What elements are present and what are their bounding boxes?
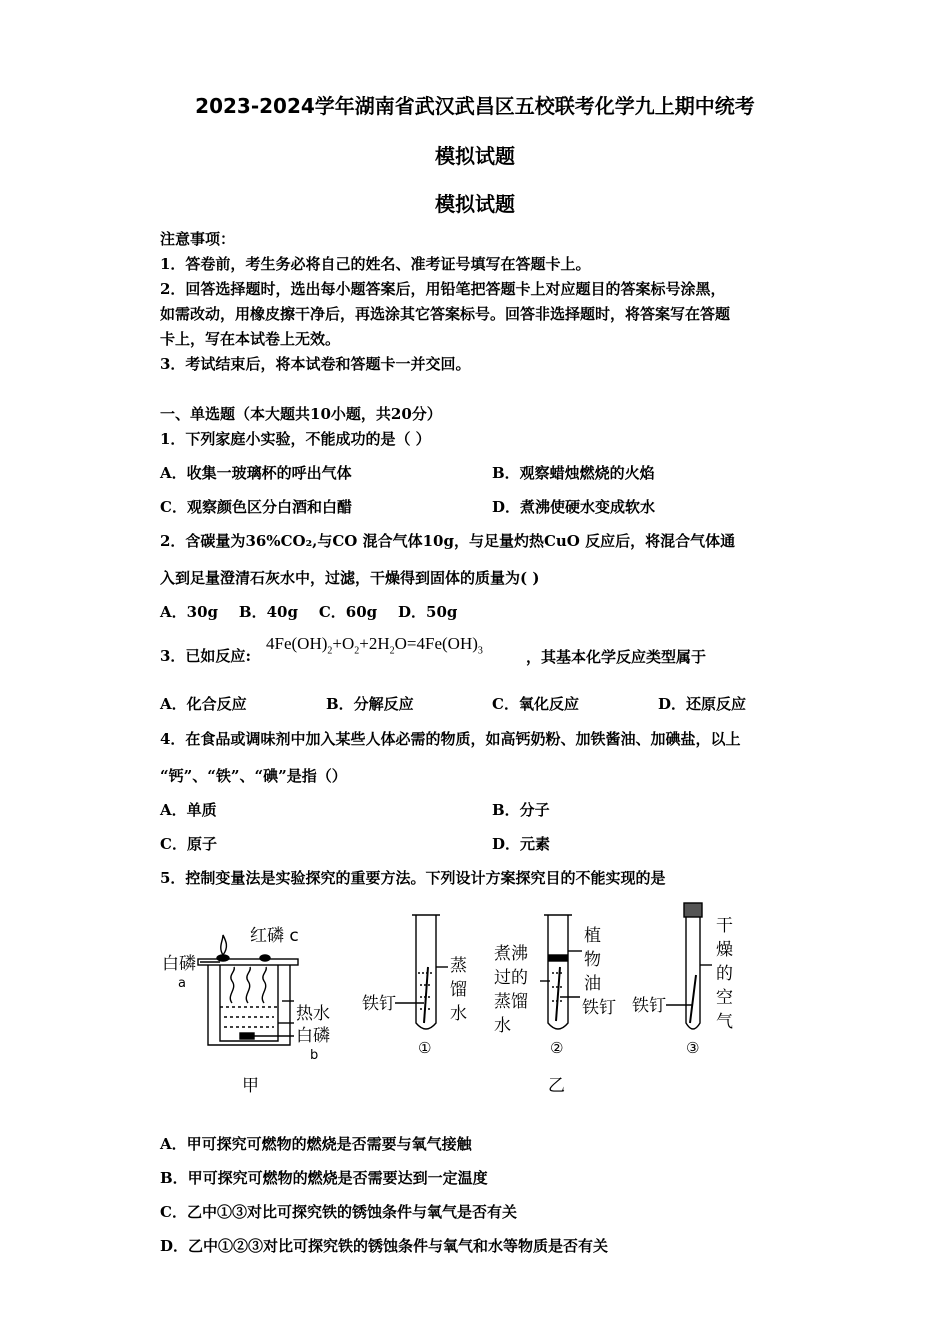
test-tube-3 — [666, 903, 712, 1029]
label-t1-3: 水 — [450, 1004, 467, 1024]
q3-tail: ，其基本化学反应类型属于 — [526, 648, 707, 666]
experiment-figure — [150, 895, 790, 1105]
q1-option-c: C．观察颜色区分白酒和白醋 — [160, 498, 352, 516]
label-t1-2: 馏 — [450, 980, 467, 1000]
q5-option-c: C．乙中①③对比可探究铁的锈蚀条件与氧气是否有关 — [160, 1203, 517, 1221]
title-line1: 2023-2024学年湖南省武汉武昌区五校联考化学九上期中统考 — [195, 94, 755, 118]
label-circle-2: ② — [550, 1039, 564, 1057]
q5-option-b: B．甲可探究可燃物的燃烧是否需要达到一定温度 — [160, 1169, 488, 1187]
q3-formula: $4Fe(OH)_2+O_2+2H_2O=4Fe(OH)_3$ — [266, 634, 483, 657]
label-circle-3: ③ — [686, 1039, 700, 1057]
q5-option-a: A．甲可探究可燃物的燃烧是否需要与氧气接触 — [160, 1135, 472, 1153]
label-a: a — [178, 976, 186, 991]
label-t2-r3: 油 — [584, 974, 601, 994]
title-line3: 模拟试题 — [435, 192, 515, 216]
q5-stem: 5．控制变量法是实验探究的重要方法。下列设计方案探究目的不能实现的是 — [160, 869, 666, 887]
label-t3-2: 燥 — [716, 940, 733, 960]
label-hot-water: 热水 — [296, 1004, 330, 1024]
label-circle-1: ① — [418, 1039, 432, 1057]
label-t2-left2: 过的 — [494, 968, 528, 988]
notice-heading: 注意事项： — [160, 230, 236, 248]
label-t2-r2: 物 — [584, 950, 601, 970]
q1-stem: 1．下列家庭小实验，不能成功的是（ ） — [160, 430, 431, 448]
q3-option-d: D．还原反应 — [658, 695, 747, 713]
notice-item2b: 如需改动，用橡皮擦干净后，再选涂其它答案标号。回答非选择题时，将答案写在答题 — [160, 305, 731, 323]
label-t3-4: 空 — [716, 988, 733, 1008]
notice-item1: 1．答卷前，考生务必将自己的姓名、准考证号填写在答题卡上。 — [160, 255, 591, 273]
label-b: b — [310, 1048, 319, 1063]
label-t3-5: 气 — [716, 1012, 733, 1032]
q3-option-c: C．氧化反应 — [492, 695, 579, 713]
q1-option-b: B．观察蜡烛燃烧的火焰 — [492, 464, 655, 482]
label-t2-r1: 植 — [584, 926, 601, 946]
label-t2-left1: 煮沸 — [494, 944, 528, 964]
q4-option-b: B．分子 — [492, 801, 550, 819]
q1-option-d: D．煮沸使硬水变成软水 — [492, 498, 656, 516]
q4-stem-line1: 4．在食品或调味剂中加入某些人体必需的物质，如高钙奶粉、加铁酱油、加碘盐，以上 — [160, 730, 741, 748]
q2-stem-line2: 入到足量澄清石灰水中，过滤，干燥得到固体的质量为( ) — [160, 569, 540, 587]
label-t2-left3: 蒸馏 — [494, 992, 528, 1012]
test-tube-2 — [540, 915, 582, 1029]
q1-option-a: A．收集一玻璃杯的呼出气体 — [160, 464, 352, 482]
q2-stem-line1: 2．含碳量为36%CO₂,与CO 混合气体10g，与足量灼热CuO 反应后，将混合气体通 — [160, 532, 736, 550]
test-tube-1 — [395, 915, 448, 1029]
notice-item2c: 卡上，写在本试卷上无效。 — [160, 330, 341, 348]
notice-item3: 3．考试结束后，将本试卷和答题卡一并交回。 — [160, 355, 471, 373]
label-nail-1: 铁钉 — [362, 994, 396, 1014]
label-white-phosphorus-a: 白磷 — [162, 954, 196, 974]
label-nail-2: 铁钉 — [582, 998, 616, 1018]
label-t1-1: 蒸 — [450, 956, 467, 976]
q4-option-a: A．单质 — [160, 801, 217, 819]
q3-option-a: A．化合反应 — [160, 695, 247, 713]
title-line2: 模拟试题 — [435, 144, 515, 168]
q4-option-c: C．原子 — [160, 835, 217, 853]
label-white-phosphorus-b: 白磷 — [296, 1026, 330, 1046]
q4-stem-line2: “钙”、“铁”、“碘”是指（） — [160, 767, 347, 785]
beaker-apparatus — [198, 935, 298, 1045]
q4-option-d: D．元素 — [492, 835, 551, 853]
label-red-phosphorus: 红磷 c — [250, 926, 299, 946]
q2-options: A．30g B．40g C．60g D．50g — [160, 603, 458, 621]
label-t3-3: 的 — [716, 964, 733, 984]
notice-item2a: 2．回答选择题时，选出每小题答案后，用铅笔把答题卡上对应题目的答案标号涂黑， — [160, 280, 726, 298]
caption-jia: 甲 — [242, 1076, 259, 1096]
q3-option-b: B．分解反应 — [326, 695, 414, 713]
label-t2-left4: 水 — [494, 1016, 511, 1036]
label-nail-3: 铁钉 — [632, 996, 666, 1016]
q5-option-d: D．乙中①②③对比可探究铁的锈蚀条件与氧气和水等物质是否有关 — [160, 1237, 609, 1255]
q3-lead: 3．已如反应: — [160, 647, 251, 665]
section-heading: 一、单选题（本大题共10小题，共20分） — [160, 405, 442, 423]
label-t3-1: 干 — [716, 916, 733, 936]
caption-yi: 乙 — [548, 1076, 565, 1096]
